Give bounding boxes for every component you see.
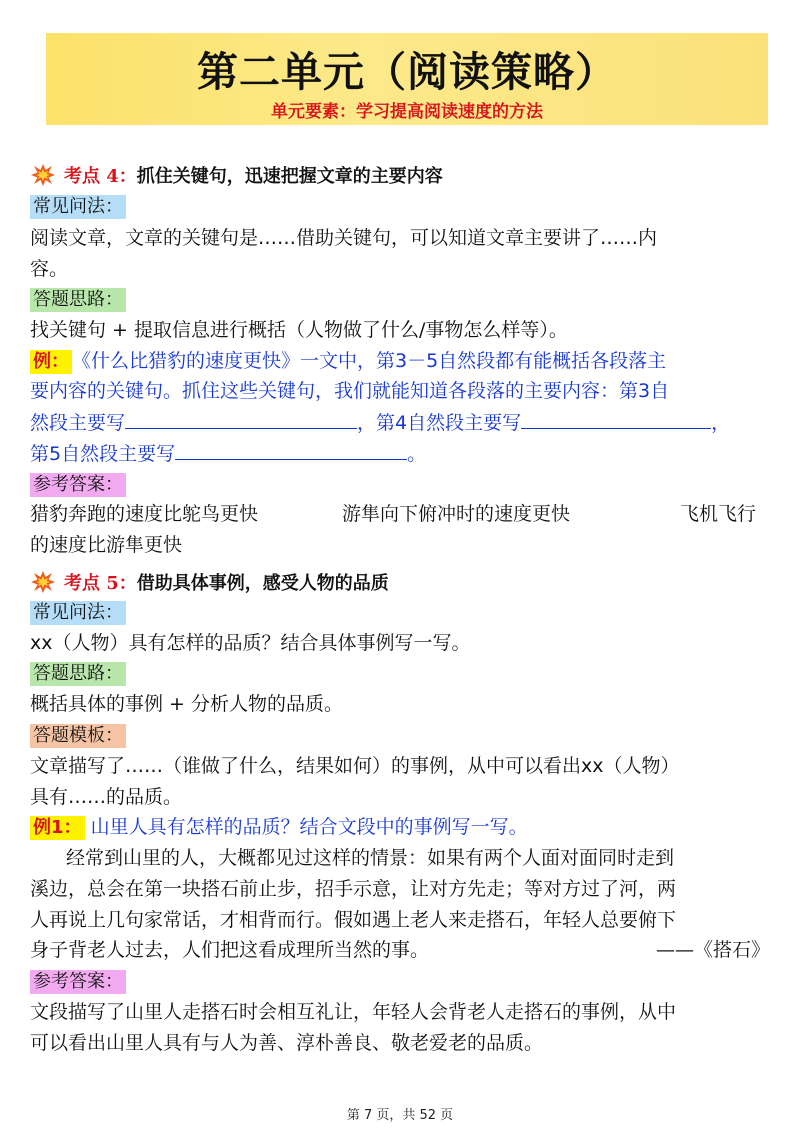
kp4-answer-tag: 参考答案： [30,473,126,497]
kp5-template-line1: 文章描写了……（谁做了什么，结果如何）的事例，从中可以看出xx（人物） [30,755,680,777]
kp5-heading: 借助具体事例，感受人物的品质 [136,573,389,594]
kp4-example-text3c: ， [711,412,731,434]
kp5-answer-tag-row [30,969,126,994]
kp4-q-line1: 阅读文章，文章的关键句是……借助关键句，可以知道文章主要讲了……内 [30,227,658,249]
header-banner [46,33,768,125]
passage-line2: 溪边，总会在第一块搭石前止步，招手示意，让对方先走；等对方过了河，两 [30,878,677,900]
kp4-example-line2: 要内容的关键句。抓住这些关键句，我们就能知道各段落的主要内容：第3自 [30,380,670,402]
answer-blank-4[interactable] [521,410,711,429]
kp4-think-text: 找关键句 + 提取信息进行概括（人物做了什么/事物怎么样等）。 [30,319,568,341]
kp4-answer-line2: 的速度比游隼更快 [30,534,183,556]
kp4-example-text3a: 然段主要写 [30,412,126,434]
page-title: 第二单元（阅读策略） [197,48,617,96]
kp5-answer-line2: 可以看出山里人具有与人为善、淳朴善良、敬老爱老的品质。 [30,1032,544,1054]
explosion-icon [30,570,56,594]
kp4-answer-1: 猎豹奔跑的速度比鸵鸟更快 [30,503,259,525]
passage-line4: 身子背老人过去，人们把这看成理所当然的事。 [30,939,430,961]
kp4-example-line1 [30,349,666,374]
answer-blank-3[interactable] [125,410,357,429]
kp4-example-text1: 《什么比猎豹的速度更快》一文中，第3－5自然段都有能概括各段落主 [72,350,667,372]
kp5-think-text: 概括具体的事例 + 分析人物的品质。 [30,693,343,715]
explosion-icon [30,163,56,187]
kp4-answer-3: 飞机飞行 [680,503,757,525]
kp4-example-line4 [30,441,426,466]
answer-blank-5[interactable] [175,441,407,460]
page-number: 第 7 页，共 52 页 [346,1108,454,1123]
passage-line1: 经常到山里的人，大概都见过这样的情景：如果有两个人面对面同时走到 [66,847,675,869]
kp5-think-tag: 答题思路： [30,662,126,686]
kp4-example-line3 [30,410,730,435]
kp4-answer-tag-row [30,472,126,497]
kp4-answer-line1 [30,502,770,526]
unit-subtitle: 单元要素：学习提高阅读速度的方法 [271,102,543,122]
kp4-heading: 抓住关键句，迅速把握文章的主要内容 [136,166,443,187]
kp5-q-tag-row [30,600,126,625]
kp5-think-tag-row [30,661,126,686]
kp4-example-tag: 例： [30,350,72,374]
kp5-heading-row [30,570,389,596]
kp4-example-text4a: 第5自然段主要写 [30,443,176,465]
kp4-example-text3b: ，第4自然段主要写 [357,412,522,434]
kp5-label: 考点 5： [64,573,137,594]
passage-source: ——《搭石》 [655,939,770,961]
kp5-answer-line1: 文段描写了山里人走搭石时会相互礼让，年轻人会背老人走搭石的事例，从中 [30,1001,677,1023]
kp4-question-tag: 常见问法： [30,195,126,219]
kp5-template-tag-row [30,723,126,748]
kp5-question-tag: 常见问法： [30,601,126,625]
kp5-template-line2: 具有……的品质。 [30,786,183,808]
passage-line4-row [30,938,770,962]
kp4-label: 考点 4： [64,166,137,187]
kp4-q-tag-row [30,194,126,219]
kp4-example-text4b: 。 [407,443,427,465]
kp5-example-question: 山里人具有怎样的品质？结合文段中的事例写一写。 [90,816,528,838]
kp5-template-tag: 答题模板： [30,724,126,748]
kp4-think-tag-row [30,287,126,312]
kp4-answer-2: 游隼向下俯冲时的速度更快 [342,503,571,525]
kp4-think-tag: 答题思路： [30,288,126,312]
kp4-heading-row [30,163,443,189]
kp5-example-tag: 例1： [30,816,85,840]
kp5-q-text: xx（人物）具有怎样的品质？结合具体事例写一写。 [30,632,471,654]
kp5-answer-tag: 参考答案： [30,970,126,994]
kp4-q-line2: 容。 [30,258,69,280]
kp5-example-row [30,815,528,840]
passage-line3: 人再说上几句家常话，才相背而行。假如遇上老人来走搭石，年轻人总要俯下 [30,909,677,931]
